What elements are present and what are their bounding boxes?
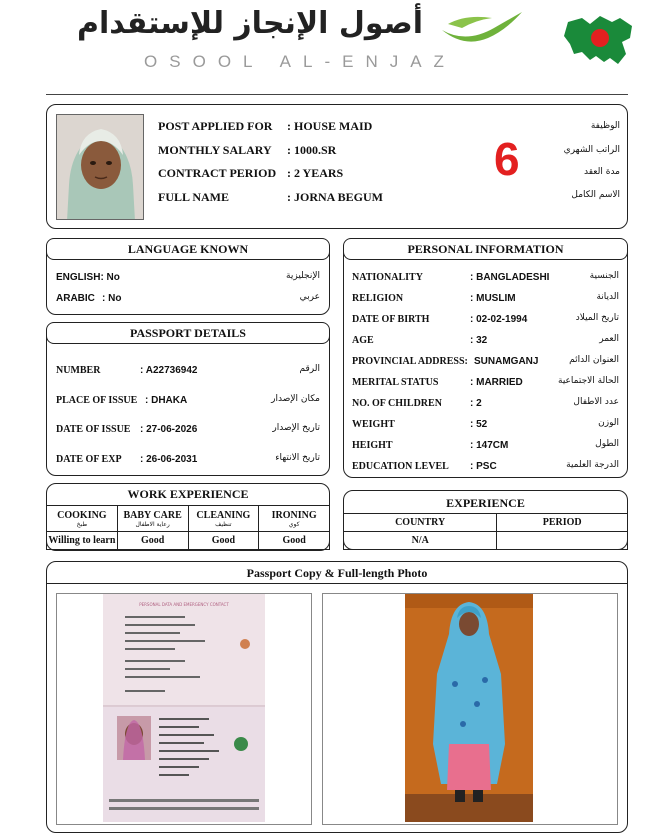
education-level-ar: الدرجة العلمية bbox=[566, 460, 619, 470]
religion-value: : MUSLIM bbox=[470, 293, 516, 304]
nationality-ar: الجنسية bbox=[589, 271, 619, 281]
svg-text:PERSONAL DATA AND EMERGENCY CO: PERSONAL DATA AND EMERGENCY CONTACT bbox=[139, 602, 229, 607]
arabic-label-ar: عربي bbox=[299, 292, 320, 302]
ironing-value: Good bbox=[259, 532, 330, 550]
photos-title-divider bbox=[46, 583, 628, 584]
personal-info-title: PERSONAL INFORMATION bbox=[343, 238, 628, 260]
age-ar: العمر bbox=[599, 334, 619, 344]
country-header: COUNTRY bbox=[344, 514, 497, 532]
religion-label: RELIGION bbox=[352, 293, 404, 304]
religion-ar: الديانة bbox=[596, 292, 619, 302]
work-experience-table bbox=[46, 505, 330, 550]
contract-label-ar: مدة العقد bbox=[584, 167, 620, 177]
passport-number-ar: الرقم bbox=[299, 364, 320, 374]
education-level-label: EDUCATION LEVEL bbox=[352, 461, 449, 472]
contract-value: : 2 YEARS bbox=[287, 166, 344, 180]
full-length-photo-image bbox=[405, 594, 533, 822]
cleaning-header: CLEANING تنظيف bbox=[188, 506, 259, 532]
date-of-issue-value: : 27-06-2026 bbox=[140, 424, 198, 435]
ironing-header: IRONING كوي bbox=[259, 506, 330, 532]
post-value: : HOUSE MAID bbox=[287, 119, 373, 133]
experience-table bbox=[343, 513, 628, 550]
experience-title: EXPERIENCE bbox=[446, 496, 525, 510]
merital-status-value: : MARRIED bbox=[470, 377, 523, 388]
date-of-exp-ar: تاريخ الانتهاء bbox=[275, 453, 320, 463]
provincial-address-label: PROVINCIAL ADDRESS: bbox=[352, 356, 468, 367]
post-label-ar: الوظيفة bbox=[590, 121, 620, 131]
post-label: POST APPLIED FOR bbox=[158, 119, 273, 133]
provincial-address-value: SUNAMGANJ bbox=[474, 356, 539, 367]
height-label: HEIGHT bbox=[352, 440, 393, 451]
date-of-birth-value: : 02-02-1994 bbox=[470, 314, 528, 325]
arabic-label: ARABIC bbox=[56, 293, 95, 304]
no-of-children-value: : 2 bbox=[470, 398, 482, 409]
place-of-issue-value: : DHAKA bbox=[145, 395, 188, 406]
english-label-ar: الإنجليزية bbox=[286, 271, 320, 281]
date-of-birth-ar: تاريخ الميلاد bbox=[575, 313, 619, 323]
country-value: N/A bbox=[344, 532, 497, 550]
brand-arabic-logo: أصول الإنجاز للإستقدام bbox=[76, 6, 424, 41]
nationality-label: NATIONALITY bbox=[352, 272, 423, 283]
full-name-label: FULL NAME bbox=[158, 190, 230, 204]
passport-number-label: NUMBER bbox=[56, 365, 101, 376]
salary-value: : 1000.SR bbox=[287, 143, 337, 157]
header-divider bbox=[46, 94, 628, 95]
full-name-label-ar: الاسم الكامل bbox=[571, 190, 620, 200]
bangladesh-map-icon bbox=[560, 12, 638, 68]
work-experience-title: WORK EXPERIENCE bbox=[127, 487, 249, 501]
date-of-exp-value: : 26-06-2031 bbox=[140, 454, 198, 465]
cleaning-value: Good bbox=[188, 532, 259, 550]
brand-english-logo: OSOOL AL-ENJAZ bbox=[144, 52, 456, 71]
arabic-level: : No bbox=[102, 293, 122, 304]
height-ar: الطول bbox=[595, 439, 619, 449]
nationality-value: : BANGLADESHI bbox=[470, 272, 550, 283]
baby-care-value: Good bbox=[117, 532, 188, 550]
provincial-address-ar: العنوان الدائم bbox=[569, 355, 619, 365]
age-value: : 32 bbox=[470, 335, 488, 346]
applicant-number-badge: 6 bbox=[494, 133, 520, 185]
date-of-issue-ar: تاريخ الإصدار bbox=[272, 423, 320, 433]
english-level: ENGLISH: No bbox=[56, 272, 120, 283]
brand-swoosh-icon bbox=[436, 8, 526, 48]
period-value bbox=[497, 532, 628, 550]
date-of-issue-label: DATE OF ISSUE bbox=[56, 424, 131, 435]
language-title: LANGUAGE KNOWN bbox=[46, 238, 330, 260]
merital-status-label: MERITAL STATUS bbox=[352, 377, 439, 388]
age-label: AGE bbox=[352, 335, 374, 346]
salary-label-ar: الراتب الشهري bbox=[563, 145, 620, 155]
period-header: PERIOD bbox=[497, 514, 628, 532]
contract-label: CONTRACT PERIOD bbox=[158, 166, 277, 180]
passport-title: PASSPORT DETAILS bbox=[46, 322, 330, 344]
merital-status-ar: الحالة الاجتماعية bbox=[558, 376, 619, 386]
applicant-portrait bbox=[56, 114, 144, 220]
passport-number-value: : A22736942 bbox=[140, 365, 198, 376]
date-of-birth-label: DATE OF BIRTH bbox=[352, 314, 430, 325]
cooking-header: COOKING طبخ bbox=[47, 506, 118, 532]
education-level-value: : PSC bbox=[470, 461, 497, 472]
baby-care-header: BABY CARE رعاية الاطفال bbox=[117, 506, 188, 532]
height-value: : 147CM bbox=[470, 440, 509, 451]
salary-label: MONTHLY SALARY bbox=[158, 143, 272, 157]
full-name-value: : JORNA BEGUM bbox=[287, 190, 383, 204]
passport-copy-image bbox=[103, 594, 265, 822]
date-of-exp-label: DATE OF EXP bbox=[56, 454, 122, 465]
weight-value: : 52 bbox=[470, 419, 488, 430]
place-of-issue-ar: مكان الإصدار bbox=[271, 394, 320, 404]
no-of-children-label: NO. OF CHILDREN bbox=[352, 398, 442, 409]
place-of-issue-label: PLACE OF ISSUE bbox=[56, 395, 138, 406]
no-of-children-ar: عدد الاطفال bbox=[573, 397, 619, 407]
weight-label: WEIGHT bbox=[352, 419, 395, 430]
cooking-value: Willing to learn bbox=[47, 532, 118, 550]
weight-ar: الوزن bbox=[598, 418, 619, 428]
photos-title: Passport Copy & Full-length Photo bbox=[246, 566, 428, 580]
